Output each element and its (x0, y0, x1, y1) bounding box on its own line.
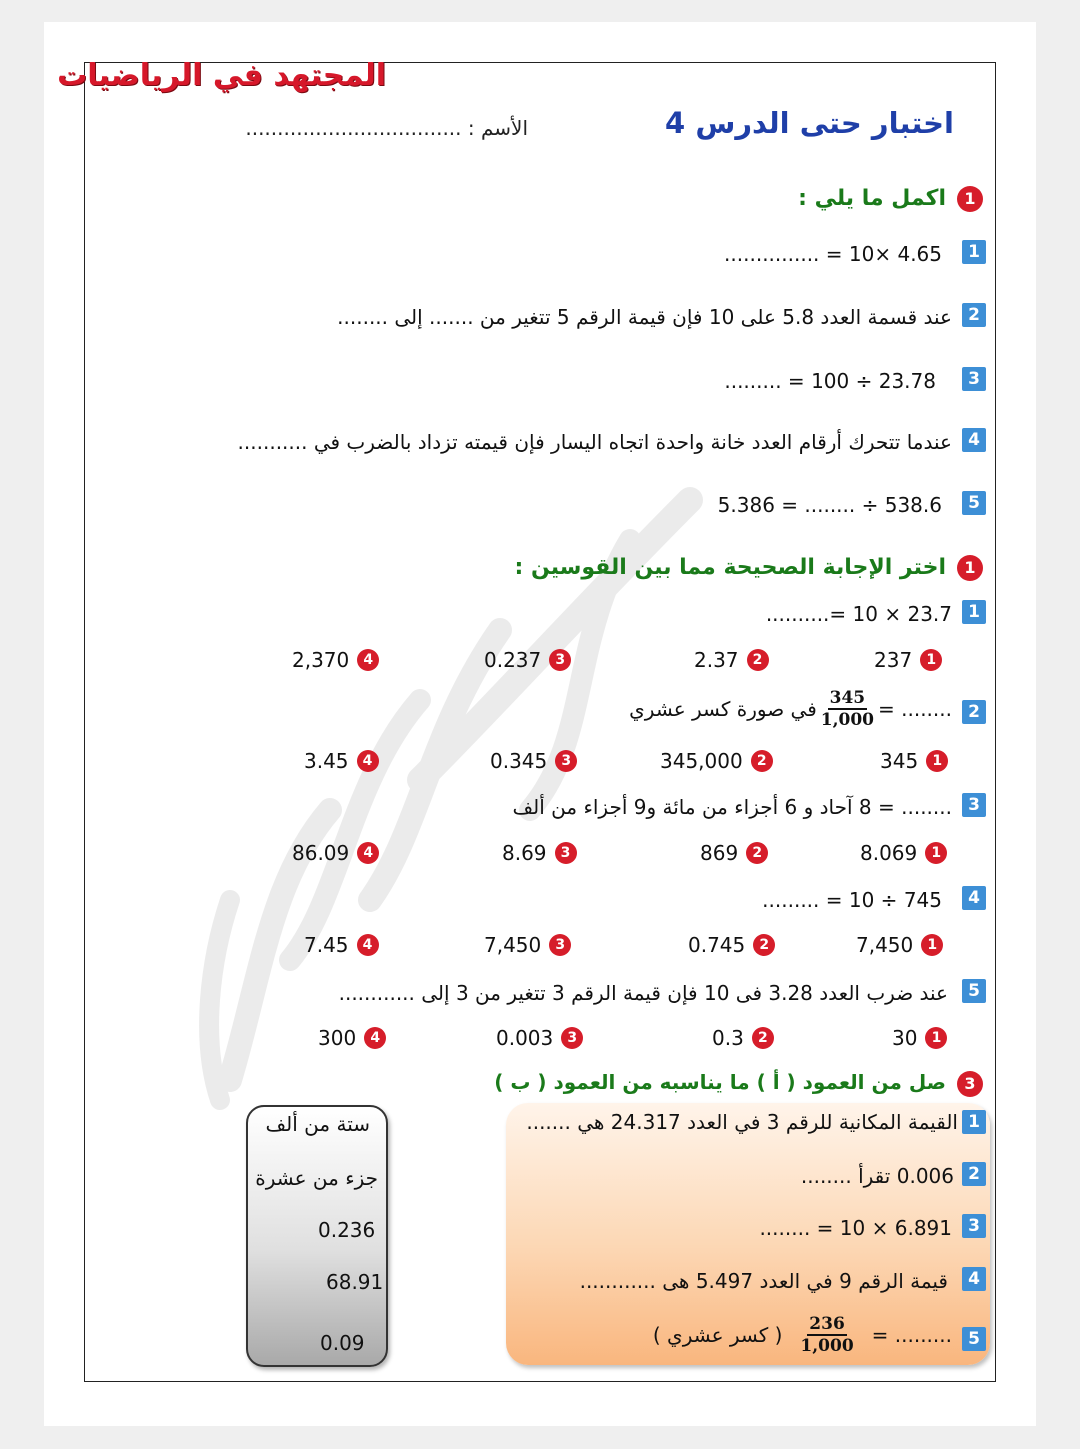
brand-logo-text: المجتهد في الرياضيات (57, 58, 386, 93)
option-marker: 1 (925, 1027, 947, 1049)
s2-q3-option-1[interactable] (860, 841, 947, 865)
option-value: 8.069 (860, 841, 918, 865)
option-marker: 4 (357, 750, 379, 772)
option-marker: 4 (364, 1027, 386, 1049)
option-marker: 4 (357, 934, 379, 956)
option-marker: 4 (357, 842, 379, 864)
s2-q1-text: 23.7 × 10 =.......... (765, 602, 952, 626)
option-value: 30 (892, 1026, 918, 1050)
s2-q4-option-2[interactable] (688, 933, 775, 957)
fraction-numerator: 345 (829, 688, 866, 708)
option-marker: 1 (921, 934, 943, 956)
option-value: 2,370 (292, 648, 350, 672)
s2-q3-option-2[interactable] (700, 841, 768, 865)
s1-q2-text: عند قسمة العدد 5.8 على 10 فإن قيمة الرقم 5 تتغير من ....... إلى ........ (337, 305, 952, 329)
s3-b2-text[interactable]: جزء من عشرة (255, 1166, 378, 1190)
s3-b5-text[interactable]: 0.09 (320, 1331, 365, 1355)
option-marker: 3 (549, 934, 571, 956)
option-value: 3.45 (304, 749, 349, 773)
s2-q5-option-1[interactable] (892, 1026, 947, 1050)
section-1-badge: 1 (957, 186, 983, 212)
s2-q1-option-2[interactable] (694, 648, 769, 672)
s2-q2-row (629, 688, 952, 730)
s1-q2-number: 2 (962, 303, 986, 327)
s2-q1-option-4[interactable] (292, 648, 379, 672)
s3-a5-fraction (800, 1314, 853, 1356)
s2-q5-number: 5 (962, 979, 986, 1003)
s2-q3-option-3[interactable] (502, 841, 577, 865)
s2-q2-number: 2 (962, 700, 986, 724)
s1-q5-text: 538.6 ÷ ........ = 5.386 (717, 493, 942, 517)
s2-q1-number: 1 (962, 600, 986, 624)
option-marker: 4 (357, 649, 379, 671)
option-marker: 1 (920, 649, 942, 671)
option-value: 7.45 (304, 933, 349, 957)
name-field-label: الأسم : .................................. (245, 116, 528, 140)
s2-q2-post: في صورة كسر عشري (629, 697, 817, 721)
s2-q2-fraction (821, 688, 874, 730)
page-title: اختبار حتى الدرس 4 (665, 106, 954, 140)
s3-a5-pre: ......... = (871, 1323, 952, 1347)
s3-a2-number: 2 (962, 1162, 986, 1186)
s2-q5-option-3[interactable] (496, 1026, 583, 1050)
s2-q2-option-2[interactable] (660, 749, 773, 773)
option-marker: 2 (751, 750, 773, 772)
option-value: 0.345 (490, 749, 548, 773)
s2-q4-option-4[interactable] (304, 933, 379, 957)
option-value: 2.37 (694, 648, 739, 672)
option-value: 345,000 (660, 749, 743, 773)
s3-a5-post: ( كسر عشري ) (652, 1323, 783, 1347)
option-marker: 2 (752, 1027, 774, 1049)
option-value: 0.003 (496, 1026, 554, 1050)
option-marker: 1 (925, 842, 947, 864)
s3-a4-number: 4 (962, 1267, 986, 1291)
s2-q5-text: عند ضرب العدد 3.28 فى 10 فإن قيمة الرقم 3 تتغير من 3 إلى ............ (338, 981, 948, 1005)
option-marker: 3 (555, 750, 577, 772)
s1-q4-text: عندما تتحرك أرقام العدد خانة واحدة اتجاه اليسار فإن قيمته تزداد بالضرب في ........... (237, 430, 952, 454)
s3-a3-number: 3 (962, 1214, 986, 1238)
option-marker: 3 (561, 1027, 583, 1049)
s2-q4-text: 745 ÷ 10 = ......... (762, 888, 942, 912)
s2-q5-option-2[interactable] (712, 1026, 774, 1050)
s2-q2-option-4[interactable] (304, 749, 379, 773)
s2-q1-option-3[interactable] (484, 648, 571, 672)
option-value: 300 (318, 1026, 357, 1050)
s3-a5-row[interactable] (653, 1314, 952, 1356)
s3-a3-text[interactable]: 6.891 × 10 = ........ (759, 1216, 952, 1240)
section-2-heading: اختر الإجابة الصحيحة مما بين القوسين : (514, 555, 946, 580)
option-value: 7,450 (484, 933, 542, 957)
s1-q3-text: 23.78 ÷ 100 = ......... (724, 369, 936, 393)
s2-q4-option-3[interactable] (484, 933, 571, 957)
s2-q2-pre: ........ = (878, 697, 952, 721)
fraction-denominator: 1,000 (820, 710, 875, 730)
option-value: 237 (874, 648, 913, 672)
section-3-heading: صل من العمود ( أ ) ما يناسبه من العمود ( ب ) (494, 1070, 946, 1094)
s3-a4-text[interactable]: قيمة الرقم 9 في العدد 5.497 هى ............ (579, 1269, 948, 1293)
s1-q5-number: 5 (962, 491, 986, 515)
s2-q4-number: 4 (962, 886, 986, 910)
option-value: 345 (880, 749, 919, 773)
s1-q1-number: 1 (962, 240, 986, 264)
s2-q2-option-3[interactable] (490, 749, 577, 773)
s3-b3-text[interactable]: 0.236 (318, 1218, 376, 1242)
option-marker: 2 (747, 649, 769, 671)
option-marker: 3 (549, 649, 571, 671)
s2-q4-option-1[interactable] (856, 933, 943, 957)
option-value: 0.237 (484, 648, 542, 672)
s2-q1-option-1[interactable] (874, 648, 942, 672)
s1-q1-text: 4.65 ×10 = ............... (724, 242, 942, 266)
option-marker: 1 (926, 750, 948, 772)
s3-a1-number: 1 (962, 1110, 986, 1134)
section-3-badge: 3 (957, 1071, 983, 1097)
option-value: 0.3 (712, 1026, 744, 1050)
s1-q3-number: 3 (962, 367, 986, 391)
option-value: 0.745 (688, 933, 746, 957)
option-marker: 2 (746, 842, 768, 864)
s3-b4-text[interactable]: 68.91 (326, 1270, 384, 1294)
option-value: 7,450 (856, 933, 914, 957)
option-value: 86.09 (292, 841, 350, 865)
s2-q3-option-4[interactable] (292, 841, 379, 865)
fraction-numerator: 236 (809, 1314, 845, 1334)
s2-q2-option-1[interactable] (880, 749, 948, 773)
s1-q4-number: 4 (962, 428, 986, 452)
s2-q3-number: 3 (962, 793, 986, 817)
section-2-badge: 1 (957, 555, 983, 581)
option-marker: 2 (753, 934, 775, 956)
s2-q3-text: ........ = 8 آحاد و 6 أجزاء من مائة و9 أجزاء من ألف (512, 795, 952, 819)
s3-a1-text[interactable]: القيمة المكانية للرقم 3 في العدد 24.317 هي ....... (526, 1110, 958, 1134)
s2-q5-option-4[interactable] (318, 1026, 386, 1050)
option-value: 8.69 (502, 841, 547, 865)
s3-b1-text[interactable]: ستة من ألف (265, 1112, 370, 1136)
option-marker: 3 (555, 842, 577, 864)
s3-a5-number: 5 (962, 1327, 986, 1351)
section-1-heading: اكمل ما يلي : (798, 186, 946, 211)
s3-a2-text[interactable]: 0.006 تقرأ ........ (800, 1164, 954, 1188)
option-value: 869 (700, 841, 739, 865)
fraction-denominator: 1,000 (800, 1336, 854, 1356)
